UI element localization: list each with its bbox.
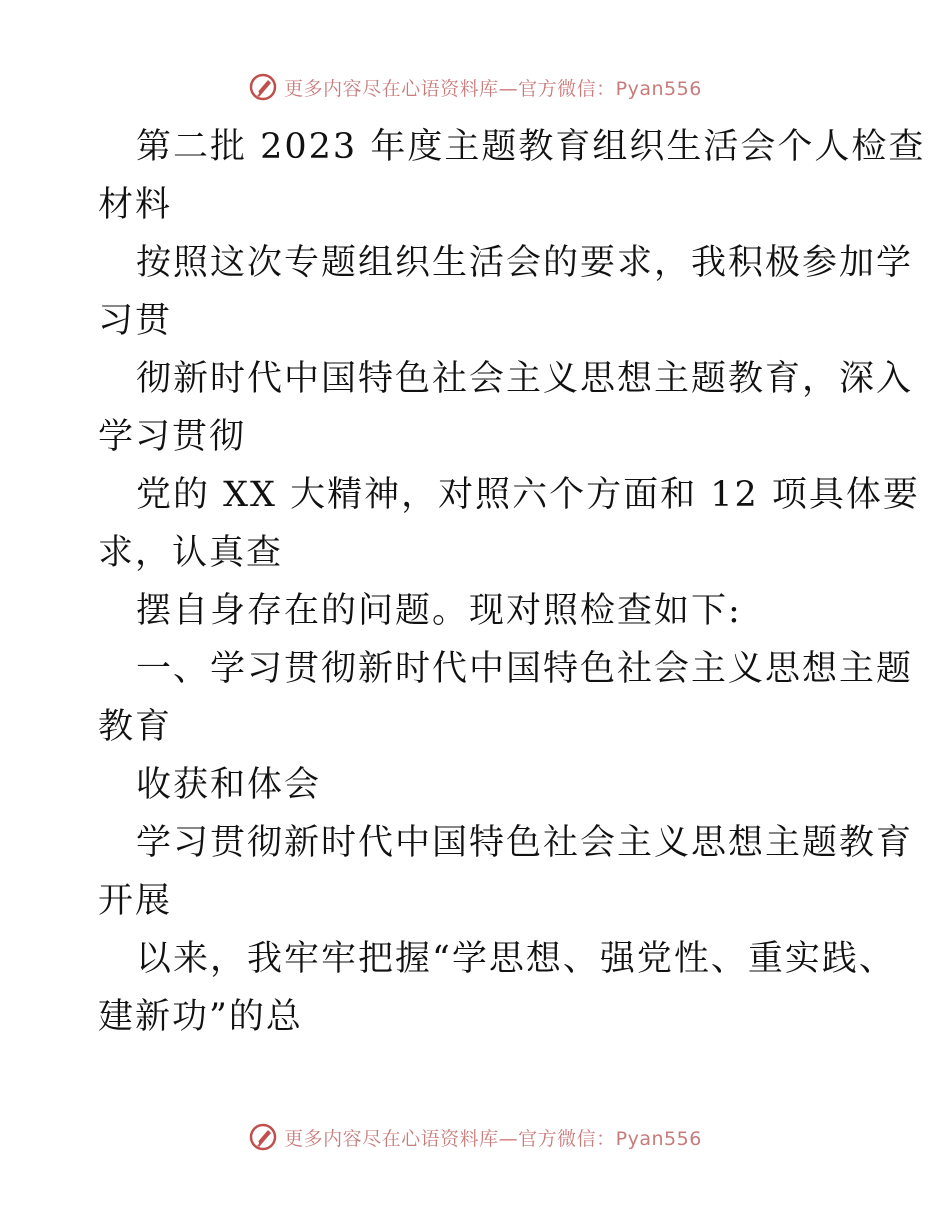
text-line: 以来，我牢牢把握“学思想、强党性、重实践、 xyxy=(136,939,896,979)
text-line: 按照这次专题组织生活会的要求，我积极参加学 xyxy=(136,243,914,283)
text-line: 开展 xyxy=(98,881,173,921)
footer-watermark xyxy=(0,1122,950,1152)
pen-seal-logo-icon xyxy=(248,1122,278,1152)
section-heading: 教育 xyxy=(98,707,173,747)
document-body xyxy=(98,118,926,1046)
text-line: 党的 XX 大精神，对照六个方面和 12 项具体要 xyxy=(136,475,920,515)
text-line: 习贯 xyxy=(98,301,173,341)
text-line: 第二批 2023 年度主题教育组织生活会个人检查 xyxy=(136,127,926,167)
text-line: 建新功”的总 xyxy=(98,997,303,1037)
text-line: 摆自身存在的问题。现对照检查如下: xyxy=(136,591,742,631)
text-line: 求，认真查 xyxy=(98,533,284,573)
text-line: 学习贯彻新时代中国特色社会主义思想主题教育 xyxy=(136,823,914,863)
section-heading: 一、学习贯彻新时代中国特色社会主义思想主题 xyxy=(136,649,914,689)
header-watermark xyxy=(0,72,950,102)
pen-seal-logo-icon xyxy=(248,72,278,102)
text-line: 学习贯彻 xyxy=(98,417,247,457)
watermark-text: 更多内容尽在心语资料库—官方微信：Pyan556 xyxy=(284,1127,702,1150)
text-line: 材料 xyxy=(98,185,173,225)
section-heading: 收获和体会 xyxy=(136,765,322,805)
watermark-text: 更多内容尽在心语资料库—官方微信：Pyan556 xyxy=(284,77,702,100)
text-line: 彻新时代中国特色社会主义思想主题教育，深入 xyxy=(136,359,914,399)
